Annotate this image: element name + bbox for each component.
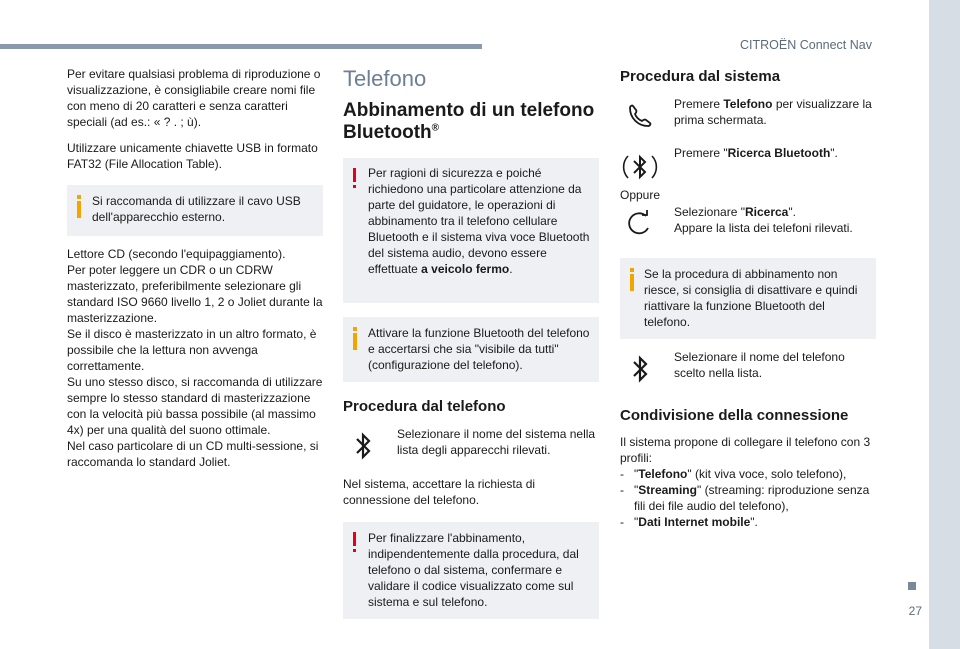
info-box bbox=[67, 185, 323, 236]
profile-name: Dati Internet mobile bbox=[638, 515, 751, 529]
top-accent-bar bbox=[0, 44, 482, 49]
subheading-phone-procedure: Procedura dal telefono bbox=[343, 398, 506, 415]
step-bluetooth-search bbox=[620, 145, 876, 187]
quote: " bbox=[634, 483, 639, 497]
profile-name: Telefono bbox=[638, 467, 688, 481]
info-icon bbox=[630, 268, 634, 272]
quote: " bbox=[634, 515, 639, 529]
info-icon bbox=[353, 327, 357, 331]
bullet: - bbox=[620, 467, 624, 481]
warning-text: Per finalizzare l'abbinamento, indipendentemente dalla procedura, dal telefono o dal sistema, confermare e validare il codice visualizzato come sul sistema e sul telefono. bbox=[368, 531, 579, 609]
info-box bbox=[620, 258, 876, 339]
info-icon bbox=[77, 195, 81, 199]
step-text bbox=[674, 145, 876, 161]
page-edge-stripe bbox=[929, 0, 960, 649]
warning-box bbox=[343, 522, 599, 619]
list-item bbox=[620, 482, 876, 514]
paragraph: Se il disco è masterizzato in un altro formato, è possibile che la lettura non avvenga correttamente. bbox=[67, 327, 317, 373]
heading-system-procedure: Procedura dal sistema bbox=[620, 68, 781, 85]
step-text-pre: Premere bbox=[674, 97, 721, 111]
end-of-section-marker bbox=[908, 582, 916, 590]
profile-desc: " (streaming: riproduzione senza fili dei file audio del telefono), bbox=[634, 483, 870, 513]
oppure-label: Oppure bbox=[620, 188, 661, 202]
info-text: Attivare la funzione Bluetooth del telefono e accertarsi che sia "visibile da tutti" (configurazione del telefono). bbox=[368, 326, 590, 372]
step-text-bold: Telefono bbox=[723, 97, 773, 111]
info-box bbox=[343, 317, 599, 382]
warning-emphasis: a veicolo fermo bbox=[421, 262, 510, 276]
refresh-icon bbox=[620, 204, 660, 244]
info-text: Se la procedura di abbinamento non riesce, si consiglia di disattivare e quindi riattivare la funzione Bluetooth del telefono. bbox=[644, 267, 858, 329]
profile-desc: " (kit viva voce, solo telefono), bbox=[687, 467, 847, 481]
step-text-post: ". bbox=[788, 205, 796, 219]
bluetooth-search-icon bbox=[620, 147, 660, 187]
step-text-post: per visualizzare la prima schermata. bbox=[674, 97, 872, 127]
section-title: Telefono bbox=[343, 66, 427, 91]
page-number: 27 bbox=[908, 604, 922, 618]
step-select-phone bbox=[620, 349, 876, 389]
step-text-bold: Ricerca Bluetooth bbox=[727, 146, 831, 160]
profile-list bbox=[620, 466, 876, 530]
step-text: Selezionare il nome del sistema nella lista degli apparecchi rilevati. bbox=[397, 427, 596, 457]
info-icon-bar bbox=[353, 333, 357, 350]
paragraph: Per poter leggere un CDR o un CDRW masterizzato, preferibilmente selezionare gli standard ISO 9660 livello 1, 2 o Joliet durante la masterizzazione. bbox=[67, 263, 323, 325]
quote: " bbox=[634, 467, 639, 481]
info-icon-bar bbox=[77, 201, 81, 218]
paragraph: Nel sistema, accettare la richiesta di connessione del telefono. bbox=[343, 477, 536, 507]
warning-text: Per ragioni di sicurezza e poiché richiedono una particolare attenzione da parte del guidatore, le operazioni di abbinamento tra il telefono cellulare Bluetooth e il sistema viva voce Bluetooth del sistema audio, devono essere effettuate bbox=[368, 166, 590, 276]
phone-handset-icon bbox=[620, 96, 660, 136]
bullet: - bbox=[620, 515, 624, 529]
step-text bbox=[674, 96, 876, 128]
warning-icon bbox=[353, 532, 356, 546]
step-select-ricerca bbox=[620, 204, 876, 244]
profile-desc: ". bbox=[750, 515, 758, 529]
paragraph: Lettore CD (secondo l'equipaggiamento). bbox=[67, 247, 286, 261]
paragraph: Per evitare qualsiasi problema di riproduzione o visualizzazione, è consigliabile creare nomi file con meno di 20 caratteri e senza caratteri speciali (ad es.: « ? . ; ù). bbox=[67, 67, 321, 129]
step-text-line2: Appare la lista dei telefoni rilevati. bbox=[674, 221, 853, 235]
punctuation: . bbox=[509, 262, 513, 276]
header-title: CITROËN Connect Nav bbox=[740, 38, 872, 52]
step-text-pre: Premere " bbox=[674, 146, 728, 160]
info-text: Si raccomanda di utilizzare il cavo USB dell'apparecchio esterno. bbox=[92, 194, 301, 224]
step-text-pre: Selezionare " bbox=[674, 205, 745, 219]
step-text: Selezionare il nome del telefono scelto nella lista. bbox=[674, 350, 845, 380]
paragraph: Nel caso particolare di un CD multi-sessione, si raccomanda lo standard Joliet. bbox=[67, 439, 319, 469]
column-1 bbox=[67, 66, 323, 470]
list-item bbox=[620, 514, 876, 530]
heading-bluetooth-pairing bbox=[343, 100, 599, 144]
column-3 bbox=[620, 68, 876, 530]
info-icon-bar bbox=[630, 274, 634, 291]
warning-icon bbox=[353, 168, 356, 182]
step-text-post: ". bbox=[830, 146, 838, 160]
list-item bbox=[620, 466, 876, 482]
profile-name: Streaming bbox=[638, 483, 697, 497]
warning-box bbox=[343, 158, 599, 303]
bullet: - bbox=[620, 483, 624, 497]
step-text-bold: Ricerca bbox=[744, 205, 789, 219]
step-select-system bbox=[343, 426, 599, 458]
heading-text: Abbinamento di un telefono Bluetooth bbox=[343, 100, 595, 143]
paragraph: Su uno stesso disco, si raccomanda di utilizzare sempre lo stesso standard di masterizzazione con la velocità più bassa possibile (al massimo 4x) per una qualità del suono ottimale. bbox=[67, 375, 323, 437]
warning-icon-dot bbox=[353, 185, 356, 188]
column-2 bbox=[343, 66, 599, 619]
paragraph: Il sistema propone di collegare il telefono con 3 profili: bbox=[620, 435, 871, 465]
bluetooth-icon bbox=[343, 426, 383, 466]
warning-icon-dot bbox=[353, 549, 356, 552]
bluetooth-icon bbox=[620, 349, 660, 389]
step-press-telefono bbox=[620, 96, 876, 136]
heading-connection-sharing: Condivisione della connessione bbox=[620, 407, 849, 424]
paragraph: Utilizzare unicamente chiavette USB in formato FAT32 (File Allocation Table). bbox=[67, 141, 318, 171]
registered-mark: ® bbox=[431, 122, 440, 134]
step-text bbox=[674, 204, 876, 236]
